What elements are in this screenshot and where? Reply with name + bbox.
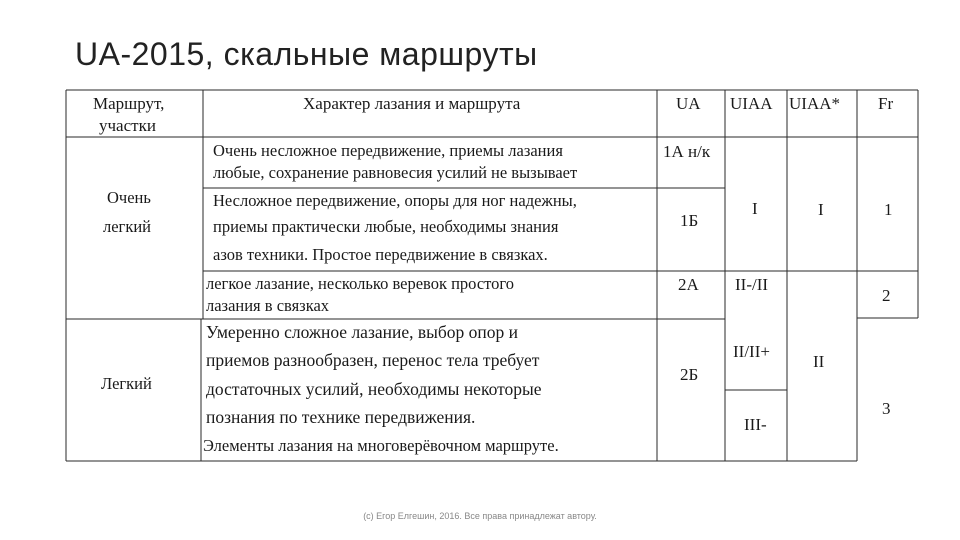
row3-line1: легкое лазание, несколько веревок простого: [206, 274, 515, 293]
category-very-easy-line2: легкий: [103, 217, 152, 236]
row4-line4: познания по технике передвижения.: [206, 407, 476, 427]
row3-line2: лазания в связках: [206, 296, 330, 315]
row1-line2: любые, сохранение равновесия усилий не вызывает: [213, 163, 578, 182]
row3-ua: 2А: [678, 275, 699, 294]
header-uiaa-star: UIAA*: [789, 94, 840, 113]
uiaa-star-very-easy: I: [818, 200, 824, 219]
row4-line3: достаточных усилий, необходимы некоторые: [206, 379, 542, 399]
row4-line2: приемов разнообразен, перенос тела требует: [206, 350, 540, 370]
row2-line1: Несложное передвижение, опоры для ног надежны,: [213, 191, 577, 210]
row4-uiaa-b: III-: [744, 415, 767, 434]
slide-title: UA-2015, скальные маршруты: [75, 36, 538, 72]
header-route-line2: участки: [99, 116, 156, 135]
header-ua: UA: [676, 94, 701, 113]
header-route-line1: Маршрут,: [93, 94, 165, 113]
uiaa-star-easy: II: [813, 352, 825, 371]
uiaa-very-easy: I: [752, 199, 758, 218]
row2-ua: 1Б: [680, 211, 699, 230]
header-uiaa: UIAA: [730, 94, 773, 113]
row4-line1: Умеренно сложное лазание, выбор опор и: [206, 322, 519, 342]
fr-grade-1: 1: [884, 200, 893, 219]
header-fr: Fr: [878, 94, 894, 113]
fr-grade-3: 3: [882, 399, 891, 418]
row4-uiaa-a: II/II+: [733, 342, 770, 361]
row4-ua: 2Б: [680, 365, 699, 384]
footer-copyright: (с) Егор Елгешин, 2016. Все права принадлежат автору.: [363, 511, 597, 521]
header-character: Характер лазания и маршрута: [303, 94, 521, 113]
row2-line2: приемы практически любые, необходимы знания: [213, 217, 559, 236]
row2-line3: азов техники. Простое передвижение в связках.: [213, 245, 548, 264]
row1-line1: Очень несложное передвижение, приемы лазания: [213, 141, 563, 160]
row3-uiaa: II-/II: [735, 275, 769, 294]
category-very-easy-line1: Очень: [107, 188, 151, 207]
row1-ua: 1А н/к: [663, 142, 711, 161]
fr-grade-2: 2: [882, 286, 891, 305]
row4-line5: Элементы лазания на многоверёвочном маршруте.: [203, 436, 559, 455]
category-easy: Легкий: [101, 374, 152, 393]
